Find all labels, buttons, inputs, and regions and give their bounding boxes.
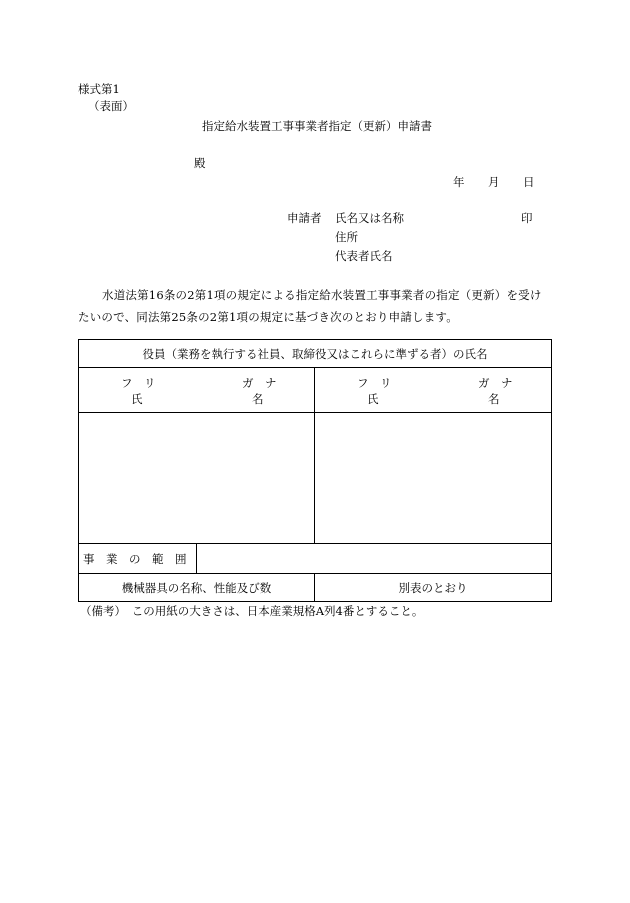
furi-label: フ リ — [121, 376, 156, 390]
name-label: 氏名又は名称 — [335, 211, 404, 225]
business-scope-field[interactable] — [197, 544, 552, 574]
business-scope-text: 事 業 の 範 囲 — [83, 551, 187, 566]
date-day-label: 日 — [523, 175, 535, 189]
application-statement: 水道法第16条の2第1項の規定による指定給水装置工事事業者の指定（更新）を受けたいので、同法第25条の2第1項の規定に基づき次のとおり申請します。 — [78, 288, 542, 324]
kana-header-left — [79, 368, 315, 413]
addressee-suffix: 殿 — [194, 156, 206, 170]
equipment-label: 機械器具の名称、性能及び数 — [79, 574, 315, 602]
given-name-label: 名 — [252, 392, 264, 406]
given-name-label: 名 — [488, 392, 500, 406]
applicant-label: 申請者 — [287, 211, 322, 225]
gana-label: ガ ナ — [478, 376, 513, 390]
remarks-note: （備考） この用紙の大きさは、日本産業規格A列4番とすること。 — [80, 604, 424, 618]
surname-label: 氏 — [131, 392, 143, 406]
form-number: 様式第1 — [78, 82, 120, 96]
date-year-label: 年 — [453, 175, 465, 189]
officer-names-left[interactable] — [79, 413, 315, 544]
address-label: 住所 — [335, 230, 358, 244]
surname-label: 氏 — [367, 392, 379, 406]
date-month-label: 月 — [488, 175, 500, 189]
kana-header-right — [315, 368, 552, 413]
business-scope-label — [79, 544, 197, 574]
representative-label: 代表者氏名 — [335, 249, 393, 263]
gana-label: ガ ナ — [242, 376, 277, 390]
equipment-value: 別表のとおり — [315, 574, 552, 602]
side-label: （表面） — [88, 99, 134, 113]
seal-mark: 印 — [521, 211, 533, 225]
furi-label: フ リ — [357, 376, 392, 390]
form-title: 指定給水装置工事事業者指定（更新）申請書 — [202, 119, 432, 133]
officer-names-right[interactable] — [315, 413, 552, 544]
officers-table — [78, 339, 552, 602]
officers-header: 役員（業務を執行する社員、取締役又はこれらに準ずる者）の氏名 — [79, 340, 552, 368]
